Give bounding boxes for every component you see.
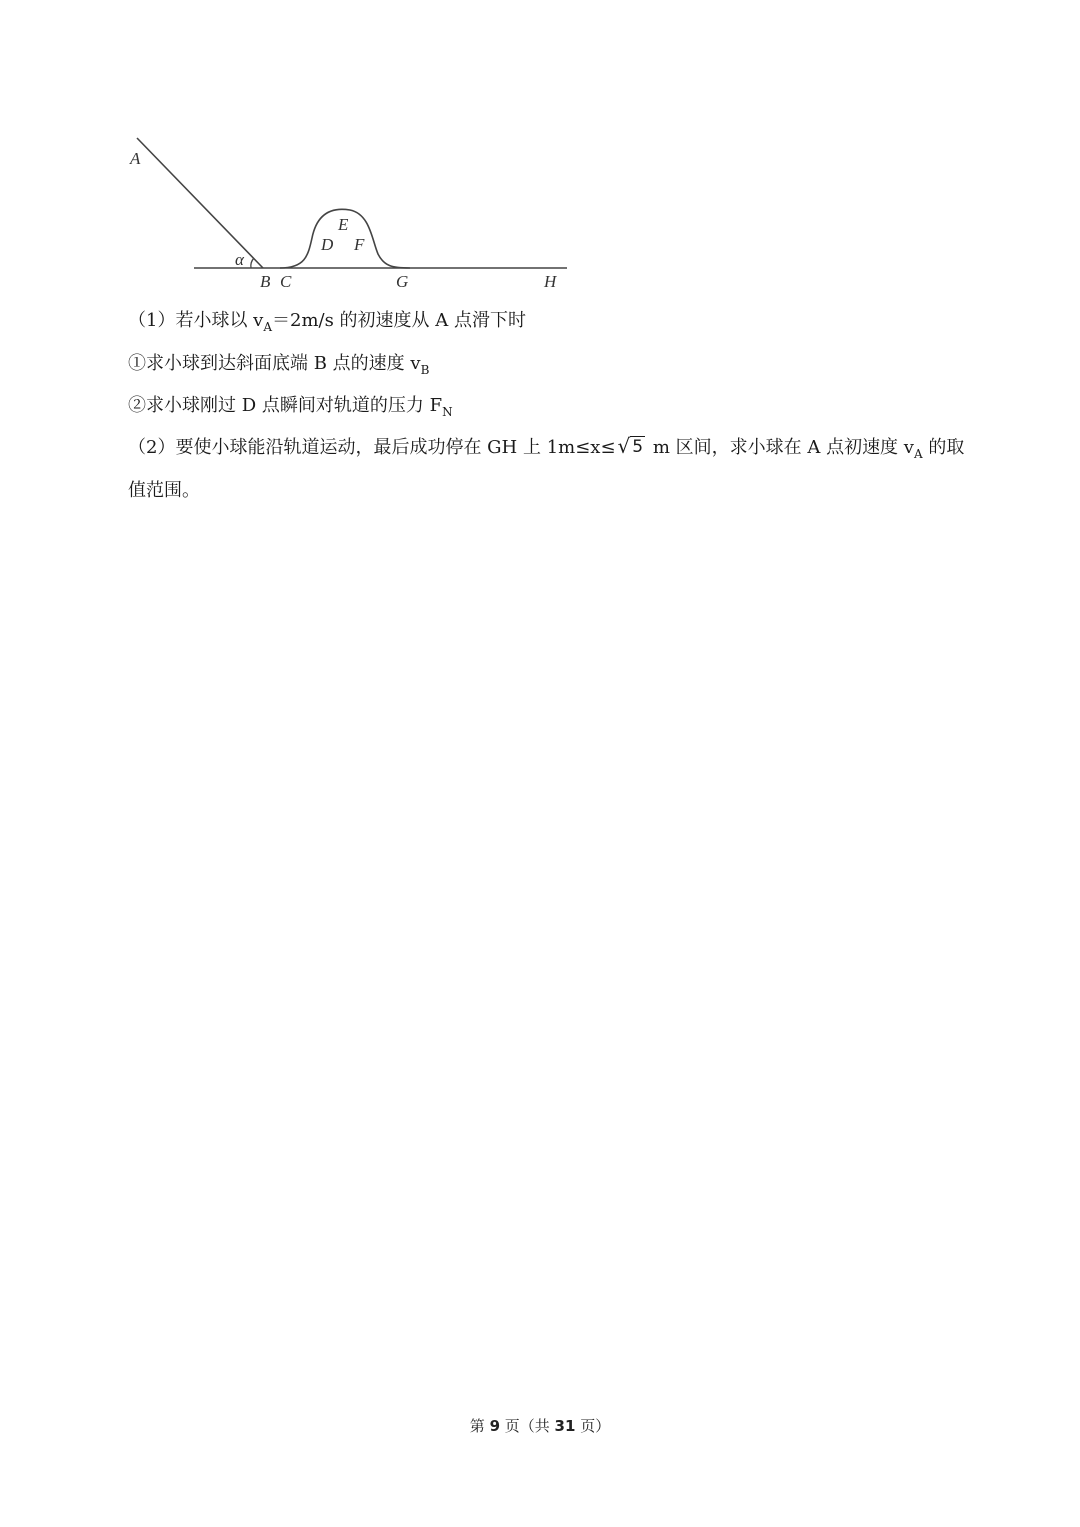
question-1 xyxy=(128,308,526,340)
question-2-line2-text: 值范围。 xyxy=(128,480,200,501)
question-1-subscript: A xyxy=(263,320,273,334)
question-1a xyxy=(128,351,429,383)
question-1a-subscript: B xyxy=(420,363,430,377)
question-2-text-end: 的取 xyxy=(922,437,965,458)
footer-post: 页） xyxy=(575,1417,611,1435)
label-E: E xyxy=(338,215,349,234)
question-2-text: （2）要使小球能沿轨道运动，最后成功停在 GH 上 1m≤x≤ xyxy=(128,437,616,458)
question-1a-text: ①求小球到达斜面底端 B 点的速度 v xyxy=(128,353,421,374)
page-footer xyxy=(0,1415,1080,1436)
radical-sign: √ xyxy=(617,434,631,458)
label-H: H xyxy=(544,272,557,291)
question-1b-text: ②求小球刚过 D 点瞬间对轨道的压力 F xyxy=(128,395,443,416)
question-2-subscript: A xyxy=(913,447,923,461)
radicand: 5 xyxy=(632,437,644,457)
label-D: D xyxy=(321,235,334,254)
footer-pre: 第 xyxy=(469,1417,490,1435)
label-F: F xyxy=(354,235,365,254)
question-2 xyxy=(128,435,964,467)
angle-arc xyxy=(251,258,254,268)
label-B: B xyxy=(260,272,271,291)
question-1b xyxy=(128,393,453,425)
label-G: G xyxy=(396,272,409,291)
question-1b-subscript: N xyxy=(442,405,453,419)
question-1-text: （1）若小球以 v xyxy=(128,310,264,331)
footer-total-pages: 31 xyxy=(554,1417,576,1435)
question-1-text-end: ＝2m/s 的初速度从 A 点滑下时 xyxy=(272,310,527,331)
footer-mid: 页（共 xyxy=(500,1417,555,1435)
track-diagram xyxy=(120,128,580,298)
question-2-text-mid: m 区间，求小球在 A 点初速度 v xyxy=(647,437,914,458)
track-diagram-svg xyxy=(120,128,580,298)
sqrt-expression xyxy=(618,435,646,457)
label-alpha: α xyxy=(235,250,244,269)
incline-line xyxy=(137,138,263,268)
footer-page-number: 9 xyxy=(489,1417,500,1435)
label-C: C xyxy=(280,272,292,291)
question-2-line2 xyxy=(128,478,200,504)
label-A: A xyxy=(130,149,141,168)
